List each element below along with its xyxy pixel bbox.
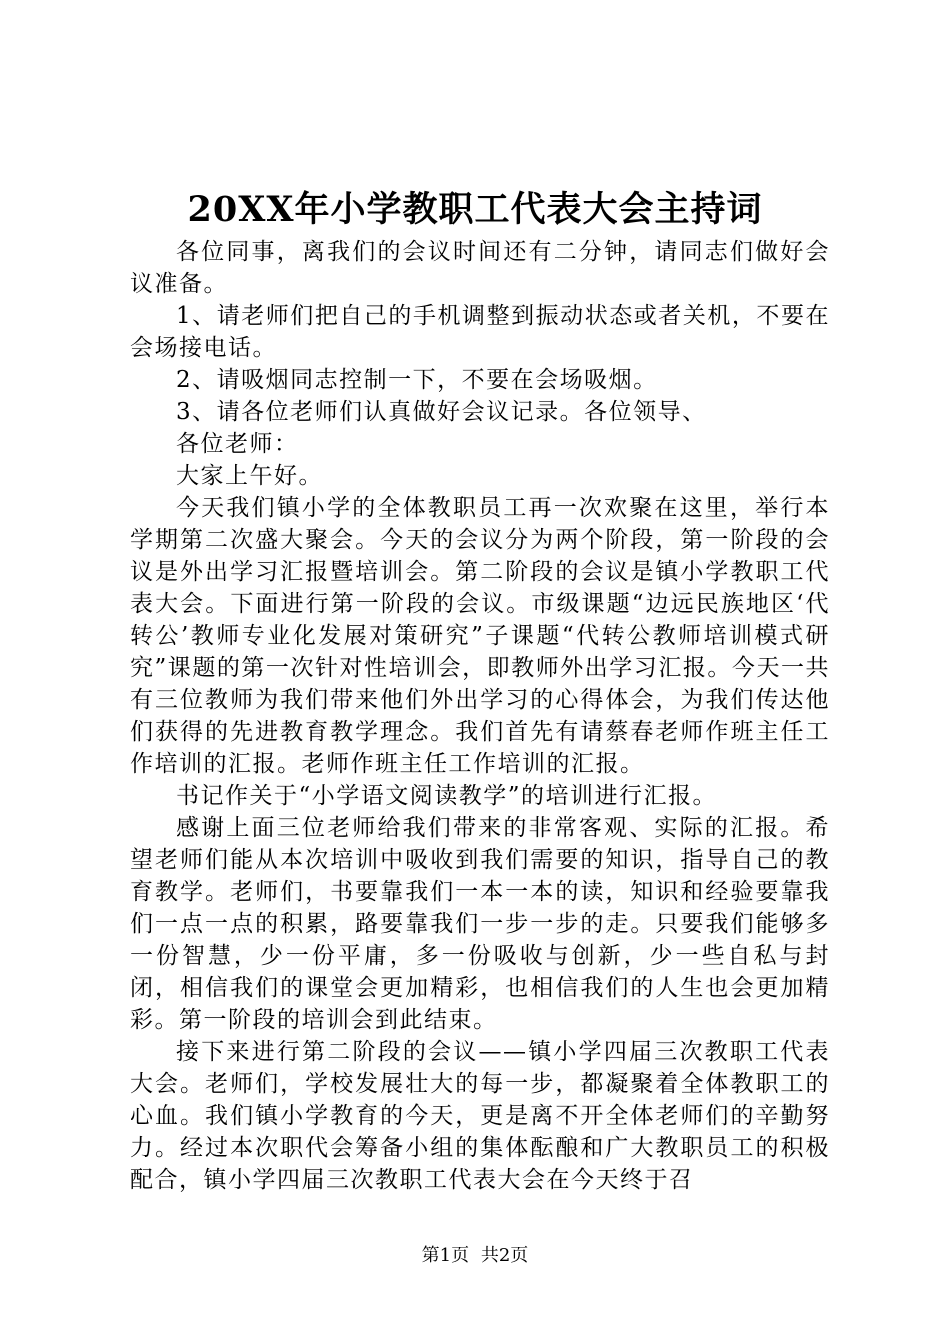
document-title: 20XX年小学教职工代表大会主持词 — [187, 189, 763, 230]
paragraph: 书记作关于“小学语文阅读教学”的培训进行汇报。 — [176, 783, 718, 809]
paragraph: 大家上午好。 — [176, 463, 323, 489]
page-number: 第1页 — [421, 1245, 470, 1266]
page-footer — [0, 1244, 950, 1268]
paragraph: 各位老师： — [176, 431, 299, 457]
paragraph: 感谢上面三位老师给我们带来的非常客观、实际的汇报。希望老师们能从本次培训中吸收到我们需要的知识，指导自己的教育教学。老师们，书要靠我们一本一本的读，知识和经验要靠我们一点一点的积累，路要靠我们一步一步的走。只要我们能够多一份智慧，少一份平庸，多一份吸收与创新，少一些自私与封闭，相信我们的课堂会更加精彩，也相信我们的人生也会更加精彩。第一阶段的培训会到此结束。 — [130, 815, 830, 1033]
paragraph: 1、请老师们把自己的手机调整到振动状态或者关机，不要在会场接电话。 — [130, 303, 830, 361]
paragraph: 接下来进行第二阶段的会议——镇小学四届三次教职工代表大会。老师们，学校发展壮大的每一步，都凝聚着全体教职工的心血。我们镇小学教育的今天，更是离不开全体老师们的辛勤努力。经过本次职代会筹备小组的集体酝酿和广大教职员工的积极配合，镇小学四届三次教职工代表大会在今天终于召 — [130, 1039, 830, 1193]
paragraph: 各位同事，离我们的会议时间还有二分钟，请同志们做好会议准备。 — [130, 239, 830, 297]
paragraph: 2、请吸烟同志控制一下，不要在会场吸烟。 — [176, 367, 658, 393]
page-total: 共2页 — [480, 1245, 529, 1266]
paragraph: 3、请各位老师们认真做好会议记录。各位领导、 — [176, 399, 707, 425]
paragraph: 今天我们镇小学的全体教职员工再一次欢聚在这里，举行本学期第二次盛大聚会。今天的会议分为两个阶段，第一阶段的会议是外出学习汇报暨培训会。第二阶段的会议是镇小学教职工代表大会。下面进行第一阶段的会议。市级课题“边远民族地区‘代转公’教师专业化发展对策研究”子课题“代转公教师培训模式研究”课题的第一次针对性培训会，即教师外出学习汇报。今天一共有三位教师为我们带来他们外出学习的心得体会，为我们传达他们获得的先进教育教学理念。我们首先有请蔡春老师作班主任工作培训的汇报。老师作班主任工作培训的汇报。 — [130, 495, 830, 777]
document-body — [130, 236, 830, 1196]
